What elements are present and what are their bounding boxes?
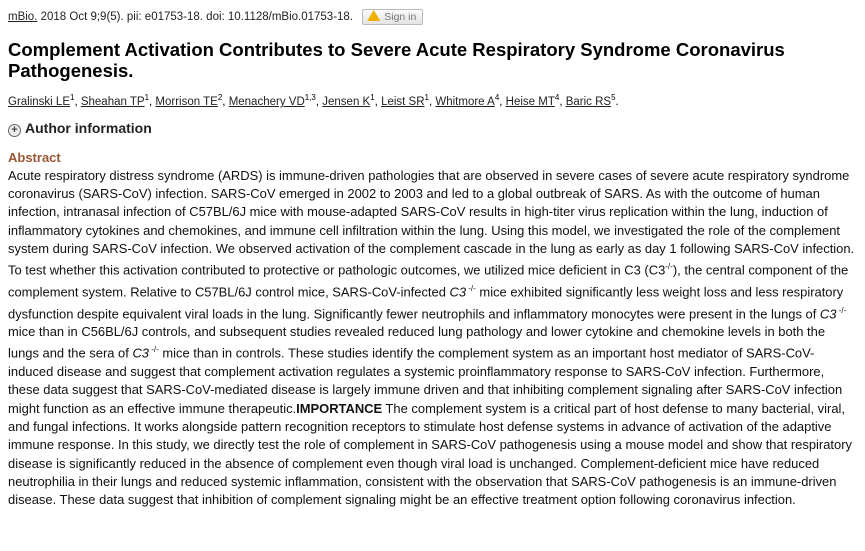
journal-link[interactable]: mBio.: [8, 11, 38, 23]
author-information-label: Author information: [25, 119, 152, 136]
author-affiliation: 1: [70, 93, 75, 102]
gene-name: C3: [449, 284, 467, 300]
author-link[interactable]: Jensen K: [322, 95, 371, 108]
abstract-text: [8, 167, 858, 510]
importance-label: IMPORTANCE: [296, 400, 383, 416]
author-affiliation: 1: [370, 93, 375, 102]
author-affiliation: 5: [611, 93, 616, 102]
gene-name: C3: [819, 305, 837, 321]
warning-icon: [367, 10, 380, 21]
author-affiliation: 1: [424, 93, 429, 102]
gene-name: C3: [132, 345, 149, 361]
author-link[interactable]: Whitmore A: [435, 95, 495, 108]
expand-plus-icon: +: [8, 124, 21, 137]
author-link[interactable]: Sheahan TP: [80, 95, 145, 108]
citation-details: 2018 Oct 9;9(5). pii: e01753-18. doi: 10.1128/mBio.01753-18.: [37, 11, 354, 23]
author-list: Gralinski $LE^1$, Sheahan $TP^1$, Morrison $TE^2$, Menachery VD$^{1,3}$, Jensen $K^1$, Leist $SR^1$, Whitmore $A^4$, Heise $MT^4$, Baric $RS^5$.: [8, 93, 619, 108]
genotype-superscript: -/-: [148, 345, 159, 355]
abstract-segment: The complement system is a critical part of host defense to many bacterial, viral, and fungal infections. It works alongside pattern recognition receptors to stimulate host defense systems in advance of activation of the adaptive immune response. In this study, we directly test the role of complement in SARS-CoV pathogenesis using a mouse model and show that respiratory disease is significantly reduced in the absence of complement even though viral load is unchanged. Complement-deficient mice have reduced neutrophilia in their lungs and reduced systemic inflammation, consistent with the observation that SARS-CoV pathogenesis is an immune-driven disease. These data suggest that inhibition of complement signaling might be an effective treatment option following coronavirus infection.: [8, 400, 852, 508]
author-affiliation: 4: [554, 93, 560, 102]
author-link[interactable]: Leist SR: [381, 95, 425, 108]
author-affiliation: 1: [144, 93, 150, 102]
author-link[interactable]: Baric RS: [565, 95, 612, 108]
genotype-superscript: -/-: [665, 262, 673, 272]
author-link[interactable]: Gralinski LE: [8, 95, 70, 108]
abstract-heading: Abstract: [8, 149, 61, 165]
abstract-segment: mice exhibited significantly less weight loss and less respiratory dysfunction despite equivalent viral loads in the lung. Significantly fewer neutrophils and inflammatory monocytes were present in the lungs of: [8, 284, 844, 321]
genotype-superscript: -/-: [466, 283, 476, 293]
abstract-segment: mice than in controls. These studies identify the complement system as an important host mediator of SARS-CoV-induced disease and suggest that complement activation regulates a systemic proinflammatory response to SARS-CoV infection. Furthermore, these data suggest that SARS-CoV-mediated disease is largely immune driven and that inhibiting complement signaling after SARS-CoV infection might function as an effective immune therapeutic.: [8, 345, 843, 416]
article-title: Complement Activation Contributes to Severe Acute Respiratory Syndrome Coronavirus Pathogenesis.: [8, 39, 785, 81]
author-information-toggle[interactable]: [8, 119, 865, 137]
author-affiliation: 1,3: [304, 93, 316, 102]
sign-in-label: Sign in: [384, 10, 417, 23]
genotype-superscript: -/-: [836, 305, 847, 315]
abstract-segment: ), the central component of the complement system. Relative to C57BL/6J control mice, SARS-CoV-infected: [8, 262, 849, 300]
citation-line: [8, 8, 865, 28]
author-link[interactable]: Heise MT: [505, 95, 555, 108]
author-affiliation: 4: [494, 93, 500, 102]
author-link[interactable]: Menachery VD: [228, 95, 305, 108]
abstract-segment: mice than in C56BL/6J controls, and subsequent studies revealed reduced lung pathology and lower cytokine and chemokine levels in both the lungs and the sera of: [8, 324, 826, 361]
author-link[interactable]: Morrison TE: [155, 95, 218, 108]
author-affiliation: 2: [217, 93, 223, 102]
sign-in-button[interactable]: [362, 9, 423, 25]
abstract-segment: Acute respiratory distress syndrome (ARDS) is immune-driven pathologies that are observed in severe cases of severe acute respiratory syndrome coronavirus (SARS-CoV) infection. SARS-CoV emerged in 2002 to 2003 and led to a global outbreak of SARS. As with the outcome of human infection, intranasal infection of C57BL/6J mice with mouse-adapted SARS-CoV results in high-titer virus replication within the lung, induction of inflammatory cytokines and chemokines, and immune cell infiltration within the lung. Using this model, we investigated the role of the complement system during SARS-CoV infection. We observed activation of the complement cascade in the lung as early as day 1 following SARS-CoV infection. To test whether this activation contributed to protective or pathologic outcomes, we utilized mice deficient in C3 (C3: [8, 167, 855, 278]
